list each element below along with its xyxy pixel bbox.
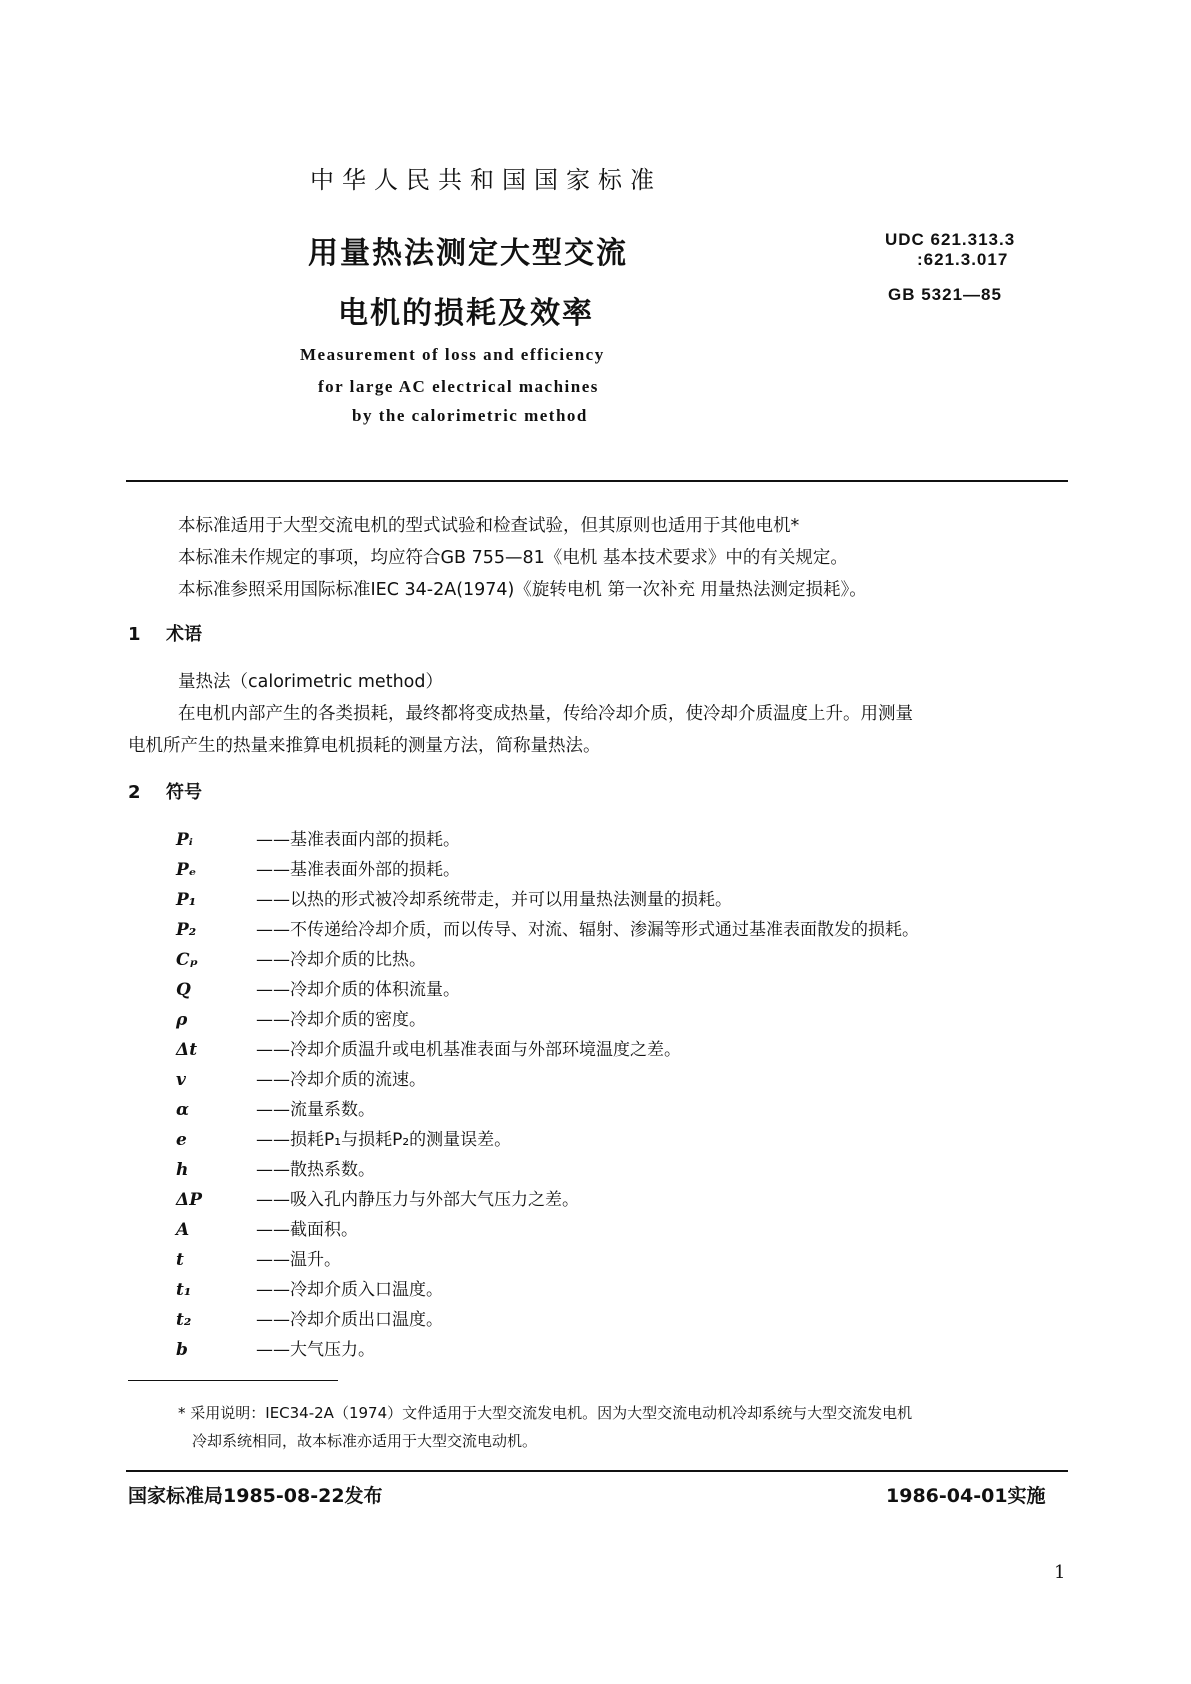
footnote-rule	[128, 1380, 338, 1381]
footnote-line-2: 冷却系统相同，故本标准亦适用于大型交流电动机。	[192, 1432, 538, 1450]
intro-paragraph-3: 本标准参照采用国际标准IEC 34-2A(1974)《旋转电机 第一次补充 用量热法测定损耗》。	[178, 580, 867, 600]
symbol-description: ——冷却介质出口温度。	[256, 1310, 443, 1330]
symbol-row	[176, 1155, 375, 1185]
effective-date: 1986-04-01实施	[886, 1485, 1046, 1507]
symbol: Cₚ	[176, 950, 199, 970]
symbol-row	[176, 855, 460, 885]
symbol-row	[176, 1005, 426, 1035]
term-calorimetric-method: 量热法（calorimetric method）	[178, 672, 443, 692]
gb-number: GB 5321—85	[888, 285, 1002, 304]
symbol: t	[176, 1250, 184, 1270]
symbol: e	[176, 1130, 187, 1150]
symbol-description: ——散热系数。	[256, 1160, 375, 1180]
symbol: b	[176, 1340, 188, 1360]
symbol-row	[176, 1215, 358, 1245]
symbol-row	[176, 1335, 375, 1365]
section-2-number: 2	[128, 782, 141, 803]
symbol-description: ——流量系数。	[256, 1100, 375, 1120]
header-rule	[126, 480, 1068, 482]
term-definition-line-2: 电机所产生的热量来推算电机损耗的测量方法，简称量热法。	[128, 736, 601, 756]
symbol-row	[176, 1125, 511, 1155]
footer-rule	[126, 1470, 1068, 1472]
symbol-description: ——冷却介质的流速。	[256, 1070, 426, 1090]
symbol-row	[176, 885, 732, 915]
symbol: A	[176, 1220, 190, 1240]
symbol: Δt	[176, 1040, 198, 1060]
symbol-description: ——损耗P₁与损耗P₂的测量误差。	[256, 1130, 512, 1150]
section-2-title: 符号	[166, 782, 202, 803]
symbol-row	[176, 1065, 426, 1095]
symbol-row	[176, 945, 426, 975]
symbol-row	[176, 915, 919, 945]
symbol-description: ——冷却介质温升或电机基准表面与外部环境温度之差。	[256, 1040, 681, 1060]
symbol-description: ——以热的形式被冷却系统带走，并可以用量热法测量的损耗。	[256, 890, 732, 910]
title-cn-line-2: 电机的损耗及效率	[338, 296, 594, 331]
symbol: P₁	[176, 890, 197, 910]
symbol-description: ——冷却介质入口温度。	[256, 1280, 443, 1300]
page-number: 1	[1054, 1562, 1066, 1583]
title-en-line-1: Measurement of loss and efficiency	[300, 345, 605, 364]
symbol-row	[176, 1185, 579, 1215]
symbol: h	[176, 1160, 189, 1180]
symbol: ΔP	[176, 1190, 202, 1210]
symbol-description: ——吸入孔内静压力与外部大气压力之差。	[256, 1190, 579, 1210]
symbol: α	[176, 1100, 190, 1120]
symbol: Q	[176, 980, 191, 1000]
intro-paragraph-2: 本标准未作规定的事项，均应符合GB 755—81《电机 基本技术要求》中的有关规定。	[178, 548, 848, 568]
symbol: t₂	[176, 1310, 192, 1330]
symbol: v	[176, 1070, 186, 1090]
symbol-description: ——大气压力。	[256, 1340, 375, 1360]
symbol-description: ——冷却介质的体积流量。	[256, 980, 460, 1000]
title-en-line-2: for large AC electrical machines	[318, 377, 599, 396]
symbol-row	[176, 1275, 443, 1305]
title-cn-line-1: 用量热法测定大型交流	[308, 236, 628, 271]
section-1-number: 1	[128, 624, 141, 645]
symbol-row	[176, 975, 460, 1005]
symbol-description: ——温升。	[256, 1250, 341, 1270]
section-1-title: 术语	[166, 624, 202, 645]
title-en-line-3: by the calorimetric method	[352, 406, 588, 425]
issued-date: 国家标准局1985-08-22发布	[128, 1485, 383, 1507]
footnote-line-1: * 采用说明：IEC34-2A（1974）文件适用于大型交流发电机。因为大型交流电动机冷却系统与大型交流发电机	[178, 1404, 913, 1422]
intro-paragraph-1: 本标准适用于大型交流电机的型式试验和检查试验，但其原则也适用于其他电机*	[178, 516, 800, 536]
symbol-description: ——基准表面外部的损耗。	[256, 860, 460, 880]
symbol: P₂	[176, 920, 197, 940]
symbol-row	[176, 1305, 443, 1335]
symbol-row	[176, 1245, 341, 1275]
symbol-description: ——截面积。	[256, 1220, 358, 1240]
symbol: Pᵢ	[176, 830, 193, 850]
symbol-description: ——冷却介质的密度。	[256, 1010, 426, 1030]
symbol: Pₑ	[176, 860, 197, 880]
udc-code-line-1: UDC 621.313.3	[885, 230, 1016, 249]
section-2-heading	[128, 778, 202, 804]
section-1-heading	[128, 620, 202, 646]
symbol-description: ——基准表面内部的损耗。	[256, 830, 460, 850]
symbol-row	[176, 825, 460, 855]
symbol: ρ	[176, 1010, 188, 1030]
symbol: t₁	[176, 1280, 192, 1300]
symbol-description: ——冷却介质的比热。	[256, 950, 426, 970]
udc-code-line-2: :621.3.017	[917, 250, 1009, 269]
term-definition-line-1: 在电机内部产生的各类损耗，最终都将变成热量，传给冷却介质，使冷却介质温度上升。用测量	[178, 704, 913, 724]
symbol-row	[176, 1035, 681, 1065]
symbol-description: ——不传递给冷却介质，而以传导、对流、辐射、渗漏等形式通过基准表面散发的损耗。	[256, 920, 919, 940]
symbol-row	[176, 1095, 375, 1125]
national-standard-heading: 中华人民共和国国家标准	[310, 166, 662, 194]
